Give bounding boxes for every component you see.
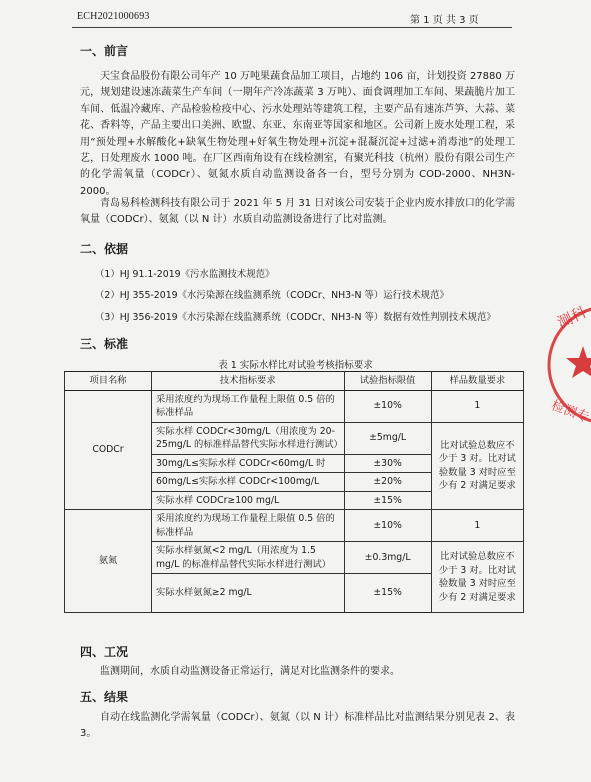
quantity-cell: 1 — [431, 510, 523, 542]
intro-paragraph-1: 天宝食品股份有限公司年产 10 万吨果蔬食品加工项目，占地约 106 亩，计划投资 27880 万元，规划建设速冻蔬菜生产车间（一期年产冷冻蔬菜 3 万吨）、面食调理加工车间、果蔬脆片加工车间、低温冷藏库、产品检验检疫中心、污水处理站等建筑工程，主要产品有速冻芦笋、大蒜、菜花、香料等，产品主要出口美洲、欧盟、东亚、东南亚等国家和地区。公司新上废水处理工程，采用“预处理+水解酸化+缺氧生物处理+好氧生物处理+沉淀+混凝沉淀+过滤+消毒池”的处理工艺，日处理废水 1000 吨。在厂区西南角设有在线检测室，有聚光科技（杭州）股份有限公司生产的化学需氧量（CODCr）、氨氮水质自动监测设备各一台，型号分别为 COD-2000、NH3N-2000。 — [80, 71, 515, 197]
table-row — [65, 510, 524, 542]
requirement-cell: 采用浓度约为现场工作量程上限值 0.5 倍的标准样品 — [152, 390, 345, 422]
quantity-cell-merged: 比对试验总数应不少于 3 对。比对试验数量 3 对时应至少有 2 对满足要求 — [431, 542, 523, 613]
limit-cell: ±20% — [344, 473, 431, 492]
requirement-cell: 采用浓度约为现场工作量程上限值 0.5 倍的标准样品 — [152, 510, 345, 542]
item-name-cod: CODCr — [65, 390, 152, 510]
basis-item: （1）HJ 91.1-2019《污水监测技术规范》 — [95, 269, 275, 280]
page-indicator: 第 1 页 共 3 页 — [410, 15, 479, 26]
limit-cell: ±5mg/L — [344, 422, 431, 454]
limit-cell: ±10% — [344, 390, 431, 422]
section-heading-conditions: 四、工况 — [80, 645, 129, 659]
document-number: ECH2021000693 — [77, 11, 150, 22]
header-cell: 样品数量要求 — [431, 372, 523, 391]
basis-item: （3）HJ 356-2019《水污染源在线监测系统（CODCr、NH3-N 等）数据有效性判别技术规范》 — [95, 312, 496, 323]
requirement-cell: 30mg/L≤实际水样 CODCr<60mg/L 时 — [152, 454, 345, 473]
table-caption: 表 1 实际水样比对试验考核指标要求 — [218, 360, 373, 371]
section-heading-results: 五、结果 — [80, 690, 129, 704]
section-heading-basis: 二、依据 — [80, 242, 129, 256]
section-heading-preface: 一、前言 — [80, 44, 129, 58]
table-row — [65, 390, 524, 422]
svg-text:测科: 测科 — [554, 302, 590, 332]
table-header-row — [65, 372, 524, 391]
requirement-cell: 实际水样氨氮<2 mg/L（用浓度为 1.5 mg/L 的标准样品替代实际水样进行测试） — [152, 542, 345, 574]
requirement-cell: 实际水样 CODCr≥100 mg/L — [152, 491, 345, 510]
limit-cell: ±0.3mg/L — [344, 542, 431, 574]
quantity-cell-merged: 比对试验总数应不少于 3 对。比对试验数量 3 对时应至少有 2 对满足要求 — [431, 422, 523, 510]
limit-cell: ±15% — [344, 574, 431, 613]
svg-text:检测专: 检测专 — [549, 398, 591, 426]
limit-cell: ±10% — [344, 510, 431, 542]
section-heading-standard: 三、标准 — [80, 337, 129, 351]
limit-cell: ±15% — [344, 491, 431, 510]
results-paragraph: 自动在线监测化学需氧量（CODCr）、氨氮（以 N 计）标准样品比对监测结果分别见表 2、表 3。 — [80, 712, 515, 740]
requirement-cell: 实际水样 CODCr<30mg/L（用浓度为 20-25mg/L 的标准样品替代实际水样进行测试） — [152, 422, 345, 454]
quantity-cell: 1 — [431, 390, 523, 422]
header-rule — [72, 27, 512, 28]
intro-paragraph-2: 青岛易科检测科技有限公司于 2021 年 5 月 31 日对该公司安装于企业内废水排放口的化学需氧量（CODCr）、氨氮（以 N 计）水质自动监测设备进行了比对监测。 — [80, 198, 515, 226]
requirement-cell: 实际水样氨氮≥2 mg/L — [152, 574, 345, 613]
official-seal-icon — [545, 300, 591, 430]
standard-table — [64, 371, 524, 613]
conditions-paragraph: 监测期间，水质自动监测设备正常运行，满足对比监测条件的要求。 — [100, 666, 400, 677]
requirement-cell: 60mg/L≤实际水样 CODCr<100mg/L — [152, 473, 345, 492]
header-cell: 项目名称 — [65, 372, 152, 391]
basis-item: （2）HJ 355-2019《水污染源在线监测系统（CODCr、NH3-N 等）运行技术规范》 — [95, 290, 449, 301]
header-cell: 试验指标限值 — [344, 372, 431, 391]
limit-cell: ±30% — [344, 454, 431, 473]
item-name-ammonia: 氨氮 — [65, 510, 152, 613]
header-cell: 技术指标要求 — [152, 372, 345, 391]
